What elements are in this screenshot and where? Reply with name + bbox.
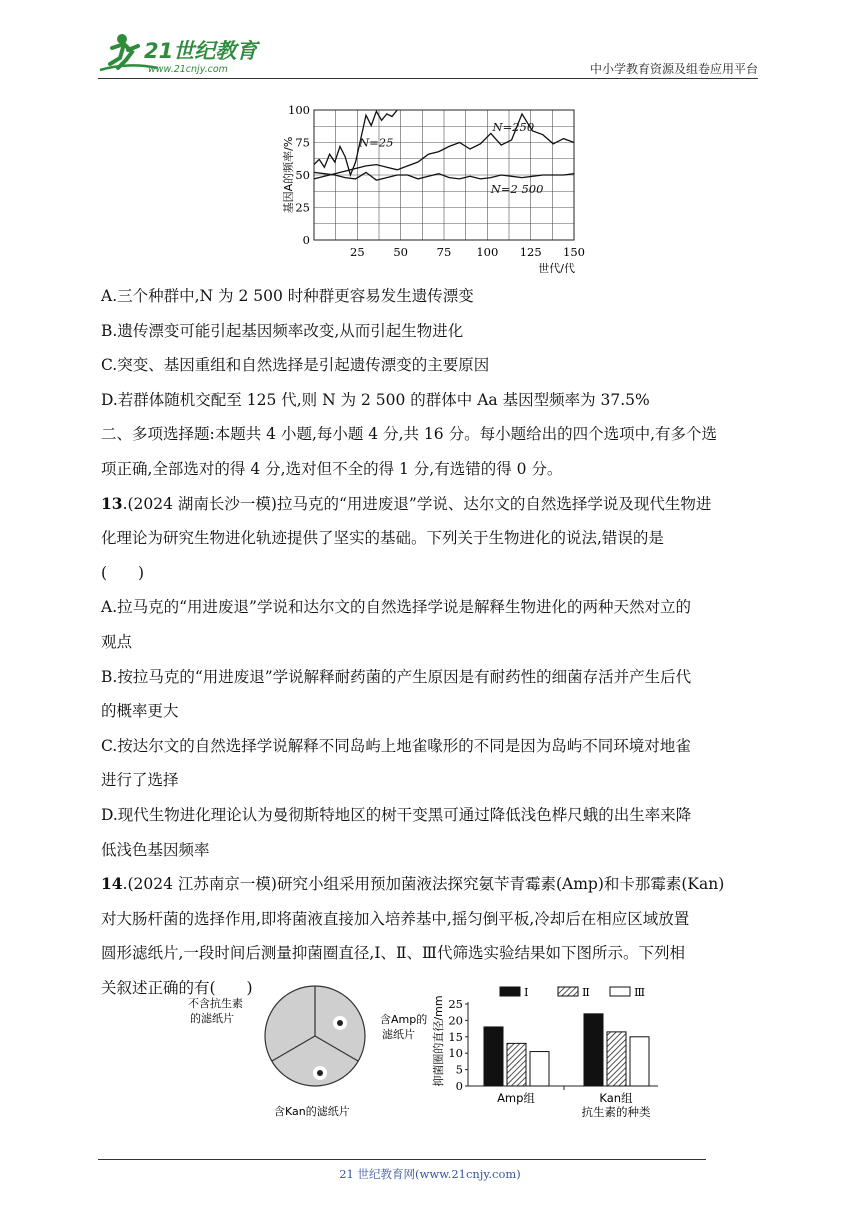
q14-line4: 关叙述正确的有( ): [101, 978, 253, 997]
q13-option-a-2: 观点: [101, 632, 133, 651]
platform-name: 中小学教育资源及组卷应用平台: [589, 62, 758, 76]
label-amp-2: 滤纸片: [382, 1028, 415, 1041]
q14-number: 14: [101, 874, 123, 894]
logo-text: 21世纪教育: [144, 39, 258, 63]
page-footer: 21 世纪教育网(www.21cnjy.com): [339, 1167, 521, 1181]
x-tick-label: 75: [436, 245, 452, 259]
q13-line1: [101, 487, 763, 522]
q14-line1: [101, 867, 763, 902]
petri-dish-diagram: [182, 983, 428, 1123]
x-tick-label: 100: [476, 245, 499, 259]
connector-lines: [370, 1010, 400, 1040]
q13-option-c-2: 进行了选择: [101, 771, 179, 790]
y-tick-label: 25: [448, 997, 463, 1011]
y-tick-label: 15: [448, 1029, 463, 1044]
legend-swatch: [610, 987, 630, 996]
section2-line1: 二、多项选择题:本题共 4 小题,每小题 4 分,共 16 分。每小题给出的四个选项中,有多个选: [101, 425, 718, 444]
inhibition-zone-bar-chart: [428, 982, 678, 1118]
x-axis-label: 世代/代: [538, 262, 576, 275]
section2-line2: 项正确,全部选对的得 4 分,选对但不全的得 1 分,有选错的得 0 分。: [101, 459, 563, 478]
q13-line2: 化理论为研究生物进化轨迹提供了坚实的基础。下列关于生物进化的说法,错误的是: [101, 529, 664, 548]
bar: [607, 1032, 626, 1086]
bar: [530, 1052, 549, 1086]
label-no-antibiotic-1: 不含抗生素: [188, 997, 243, 1010]
q13-number: 13: [101, 493, 123, 513]
option-b: B.遗传漂变可能引起基因频率改变,从而引起生物进化: [101, 321, 464, 340]
y-axis-label: 基因A的频率/%: [282, 136, 295, 214]
series-annotation: N=250: [492, 119, 535, 134]
footer-divider: [98, 1159, 706, 1160]
q13-option-c-1: C.按达尔文的自然选择学说解释不同岛屿上地雀喙形的不同是因为岛屿不同环境对地雀: [101, 736, 691, 755]
x-axis-label: 抗生素的种类: [581, 1105, 651, 1119]
y-tick-label: 5: [455, 1062, 463, 1077]
q13-line3: ( ): [101, 563, 145, 582]
gene-frequency-line-chart: [272, 100, 592, 275]
q13-stem-1: .(2024 湖南长沙一模)拉马克的“用进废退”学说、达尔文的自然选择学说及现代生物进: [122, 494, 712, 513]
x-tick-label: 25: [350, 245, 365, 259]
y-tick-label: 75: [295, 135, 310, 150]
x-tick-label: 125: [519, 245, 542, 259]
q14-line3: 圆形滤纸片,一段时间后测量抑菌圈直径,Ⅰ、Ⅱ、Ⅲ代筛选实验结果如下图所示。下列相: [101, 944, 685, 963]
legend-swatch: [558, 987, 578, 996]
legend-label: Ⅱ: [582, 985, 590, 999]
y-tick-label: 0: [302, 233, 310, 247]
bar: [507, 1043, 526, 1086]
series-annotation: N=2 500: [490, 182, 544, 197]
question-text: [101, 279, 763, 1005]
q14-line2: 对大肠杆菌的选择作用,即将菌液直接加入培养基中,摇匀倒平板,冷却后在相应区域放置: [101, 909, 690, 928]
logo-url: www.21cnjy.com: [148, 64, 228, 75]
legend-swatch: [500, 987, 520, 996]
y-axis-label: 抑菌圈的直径/mm: [432, 995, 445, 1087]
y-tick-label: 100: [288, 103, 310, 117]
site-logo: [98, 30, 268, 78]
q13-option-a-1: A.拉马克的“用进废退”学说和达尔文的自然选择学说是解释生物进化的两种天然对立的: [101, 598, 691, 617]
label-no-antibiotic-2: 的滤纸片: [190, 1012, 234, 1025]
bar: [584, 1014, 603, 1086]
q13-option-d-1: D.现代生物进化理论认为曼彻斯特地区的树干变黑可通过降低浅色桦尺蛾的出生率来降: [101, 805, 692, 824]
y-tick-label: 25: [295, 200, 310, 215]
y-tick-label: 50: [295, 168, 310, 182]
q13-option-b-2: 的概率更大: [101, 702, 179, 721]
page-header: [98, 30, 758, 80]
x-category-label: Kan组: [599, 1091, 633, 1105]
option-c: C.突变、基因重组和自然选择是引起遗传漂变的主要原因: [101, 356, 490, 375]
y-tick-label: 20: [448, 1013, 463, 1028]
bar: [484, 1027, 503, 1086]
legend-label: Ⅲ: [634, 985, 646, 999]
x-tick-label: 150: [563, 245, 585, 259]
y-tick-label: 0: [455, 1079, 463, 1093]
q13-option-b-1: B.按拉马克的“用进废退”学说解释耐药菌的产生原因是有耐药性的细菌存活并产生后代: [101, 667, 692, 686]
x-tick-label: 50: [393, 245, 408, 259]
option-a: A.三个种群中,N 为 2 500 时种群更容易发生遗传漂变: [101, 287, 474, 305]
series-annotation: N=25: [359, 135, 394, 150]
legend-label: Ⅰ: [524, 985, 529, 999]
y-tick-label: 10: [448, 1046, 463, 1061]
label-kan: 含Kan的滤纸片: [274, 1105, 350, 1118]
header-divider: [98, 78, 758, 79]
q13-option-d-2: 低浅色基因频率: [101, 840, 210, 859]
bar: [630, 1037, 649, 1086]
x-category-label: Amp组: [497, 1091, 535, 1105]
label-amp-1: 含Amp的: [380, 1013, 428, 1026]
q14-stem-1: .(2024 江苏南京一模)研究小组采用预加菌液法探究氨苄青霉素(Amp)和卡那霉素(Kan): [122, 875, 725, 894]
option-d: D.若群体随机交配至 125 代,则 N 为 2 500 的群体中 Aa 基因型频率为 37.5%: [101, 390, 650, 409]
